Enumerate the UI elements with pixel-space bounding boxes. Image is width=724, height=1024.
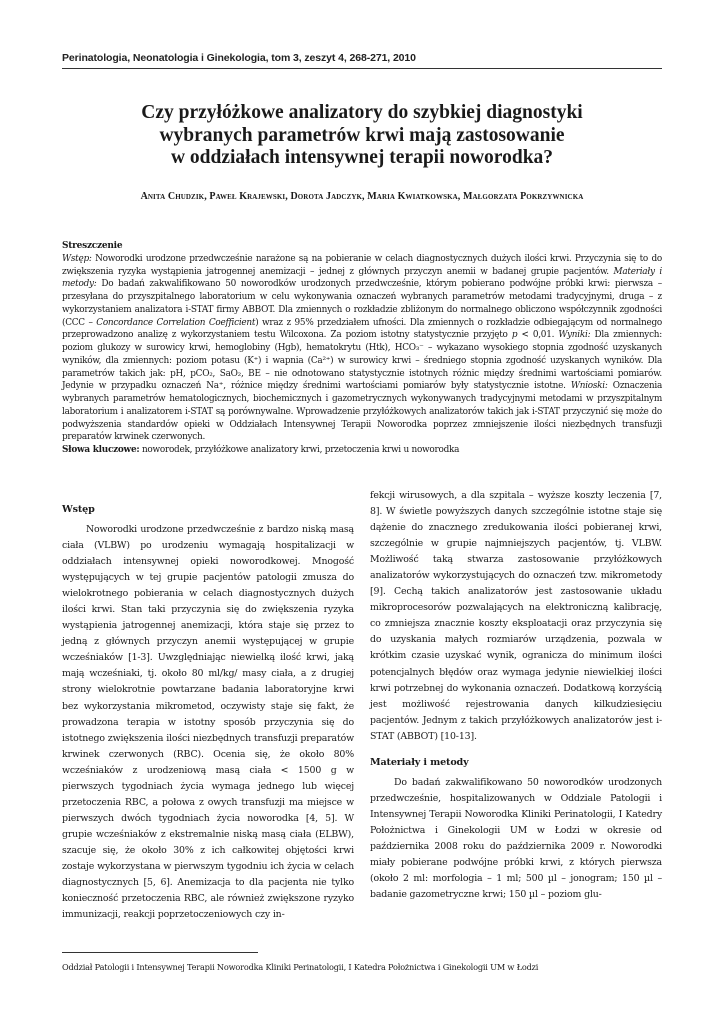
section-heading-metody: Materiały i metody <box>370 756 469 768</box>
title-line-2: wybranych parametrów krwi mają zastosowanie <box>159 124 565 146</box>
metody-paragraph: Do badań zakwalifikowano 50 noworodków urodzonych przedwcześnie, hospitalizowanych w Oddziale Patologii i Intensywnej Terapii Noworodka Kliniki Perinatologii, I Katedry Położnictwa i Ginekologii UM w Łodzi w okresie od października 2008 roku do października 2009 r. Noworodki miały pobierane podwójne próbki krwi, z których pierwsza (około 2 ml: morfologia – 1 ml; 500 µl – jonogram; 150 µl – badanie gazometryczne krwi; 150 µl – poziom glu- <box>370 776 662 901</box>
left-column <box>62 502 354 923</box>
abstract-label-wyniki: Wyniki: <box>558 330 591 341</box>
right-column <box>370 488 662 903</box>
footnote-rule <box>62 952 258 953</box>
article-title <box>62 102 662 170</box>
section-heading-wstep: Wstęp <box>62 504 95 515</box>
abstract-label-metody: Materiały i metody: <box>62 266 662 290</box>
affiliation-footnote: Oddział Patologii i Intensywnej Terapii Noworodka Kliniki Perinatologii, I Katedra Położnictwa i Ginekologii UM w Łodzi <box>62 962 539 972</box>
abstract-heading: Streszczenie <box>62 241 123 251</box>
abstract-p-symbol: p <box>511 330 518 341</box>
abstract-metody-text-2: ) wraz z 95% przedziałem ufności. Dla zmiennych o rozkładzie odbiegającym od normalnego przeprowadzono analizę z wykorzystaniem testu Wilcoxona. Za poziom istotny statystycznie przyjęto <box>62 317 662 341</box>
abstract-text <box>62 253 662 444</box>
abstract-metody-text: Do badań zakwalifikowano 50 noworodków urodzonych przedwcześnie, którym pobierano podwójne próbki krwi: pierwsza – przesyłana do przyszpitalnego laboratorium w celu wykonywania oznaczeń wybranych parametrów metodami tradycyjnymi, druga – z wykorzystaniem analizatora i-STAT firmy ABBOT. Dla zmiennych o rozkładzie zbliżonym do normalnego obliczono współczynnik zgodności (CCC – <box>62 279 662 328</box>
abstract-label-wnioski: Wnioski: <box>570 381 608 392</box>
wstep-paragraph-continued: fekcji wirusowych, a dla szpitala – wyższe koszty leczenia [7, 8]. W świetle powyższych danych szczególnie istotne staje się dążenie do znacznego zredukowania ilości pobieranej krwi, szczególnie w grupie najmniejszych pacjentów, tj. VLBW. Możliwość taką stwarza zastosowanie przyłóżkowych analizatorów wykorzystujących do oznaczeń tzw. mikrometody [9]. Cechą takich analizatorów jest zastosowanie układu mikroprocesorów pozwalających na elektroniczną kalibrację, co zmniejsza znacznie koszty eksploatacji oraz przyczynia się do uzyskania małych rozmiarów urządzenia, pozwala w krótkim czasie uzyskać wynik, ogranicza do minimum ilości potencjalnych błędów oraz wymaga jedynie niewielkiej ilości krwi potrzebnej do wykonania oznaczeń. Dodatkową korzyścią jest możliwość rejestrowania danych kilkudziesięciu pacjentów. Jednym z takich przyłóżkowych analizatorów jest i-STAT (ABBOT) [10-13]. <box>370 490 662 742</box>
title-line-3: w oddziałach intensywnej terapii noworodka? <box>170 147 554 168</box>
abstract-wyniki-text: Dla zmiennych: poziom glukozy w surowicy krwi, hemoglobiny (Hgb), hematokrytu (Htk), HCO₃⁻ – wykazano wysokiego stopnia zgodność uzyskanych wyników, dla zmiennych: poziom potasu (K⁺) i wapnia (Ca²⁺) w surowicy krwi – średniego stopnia zgodność uzyskanych wyników. Dla parametrów takich jak: pH, pCO₂, SaO₂, BE – nie odnotowano statystycznie istotnych różnic między średnimi wartościami pomiarów. Jedynie w przypadku oznaczeń Na⁺, różnice między średnimi wartościami pomiarów były statystycznie istotne. <box>62 330 662 392</box>
keywords-text: noworodek, przyłóżkowe analizatory krwi, przetoczenia krwi u noworodka <box>139 445 460 455</box>
authors: Anita Chudzik, Paweł Krajewski, Dorota Jadczyk, Maria Kwiatkowska, Małgorzata Pokrzywnicka <box>140 191 584 202</box>
header-rule <box>62 68 662 69</box>
journal-header: Perinatologia, Neonatologia i Ginekologia, tom 3, zeszyt 4, 268-271, 2010 <box>62 52 416 64</box>
title-line-1: Czy przyłóżkowe analizatory do szybkiej diagnostyki <box>141 102 583 123</box>
abstract-ccc: Concordance Correlation Coefficient <box>96 317 256 328</box>
keywords <box>62 444 662 457</box>
abstract-p-text: < 0,01. <box>517 330 559 341</box>
abstract-wnioski-text: Oznaczenia wybranych parametrów hematologicznych, biochemicznych i gazometrycznych wykonywanych tradycyjnymi metodami w przyszpitalnym laboratorium i analizatorem i-STAT są porównywalne. Wprowadzenie przyłóżkowych analizatorów takich jak i-STAT przyczynić się może do podwyższenia standardów opieki w Oddziałach Intensywnej Terapii Noworodka poprzez zmniejszenie ilości niezbędnych transfuzji preparatów krwinek czerwonych. <box>62 381 662 443</box>
keywords-label: Słowa kluczowe: <box>62 445 140 455</box>
wstep-paragraph: Noworodki urodzone przedwcześnie z bardzo niską masą ciała (VLBW) po urodzeniu wymagają hospitalizacji w oddziałach intensywnej opieki noworodkowej. Mnogość występujących w tej grupie pacjentów patologii zmusza do wielokrotnego pobierania w celach diagnostycznych dużych ilości krwi. Stan taki przyczynia się do zwiększenia ryzyka wystąpienia jatrogennej anemizacji, która staje się przez to jedną z głównych przyczyn anemii występującej w grupie wcześniaków [1-3]. Uwzględniając niewielką ilość krwi, jaką mają wcześniaki, tj. około 80 ml/kg/ masy ciała, a z drugiej strony wielokrotnie powtarzane badania laboratoryjne krwi bez wykorzystania mikrometod, oczywisty staje się fakt, że prowadzona terapia w istotny sposób przyczynia się do istotnego zwiększenia ilości niezbędnych transfuzji preparatów krwinek czerwonych (RBC). Ocenia się, że około 80% wcześniaków z urodzeniową masą ciała < 1500 g w pierwszych tygodniach życia wymaga jednego lub więcej przetoczenia RBC, a połowa z owych transfuzji ma miejsce w pierwszych dwóch tygodniach życia noworodka [4, 5]. W grupie wcześniaków z ekstremalnie niską masą ciała (ELBW), szacuje się, że około 30% z ich całkowitej objętości krwi zostaje wykorzystana w pierwszym tygodniu ich życia w celach diagnostycznych [5, 6]. Anemizacja to dla pacjenta nie tylko konieczność przetoczenia RBC, ale również zwiększone ryzyko immunizacji, reakcji poprzetoczeniowych czy in- <box>62 524 354 921</box>
abstract-wstep-text: Noworodki urodzone przedwcześnie narażone są na pobieranie w celach diagnostycznych dużych ilości krwi. Przyczynia się to do zwiększenia ryzyka wystąpienia jatrogennej anemizacji – jednej z głównych przyczyn anemii w badanej grupie pacjentów. <box>62 253 662 277</box>
abstract-label-wstep: Wstęp: <box>62 253 92 264</box>
abstract <box>62 240 662 457</box>
